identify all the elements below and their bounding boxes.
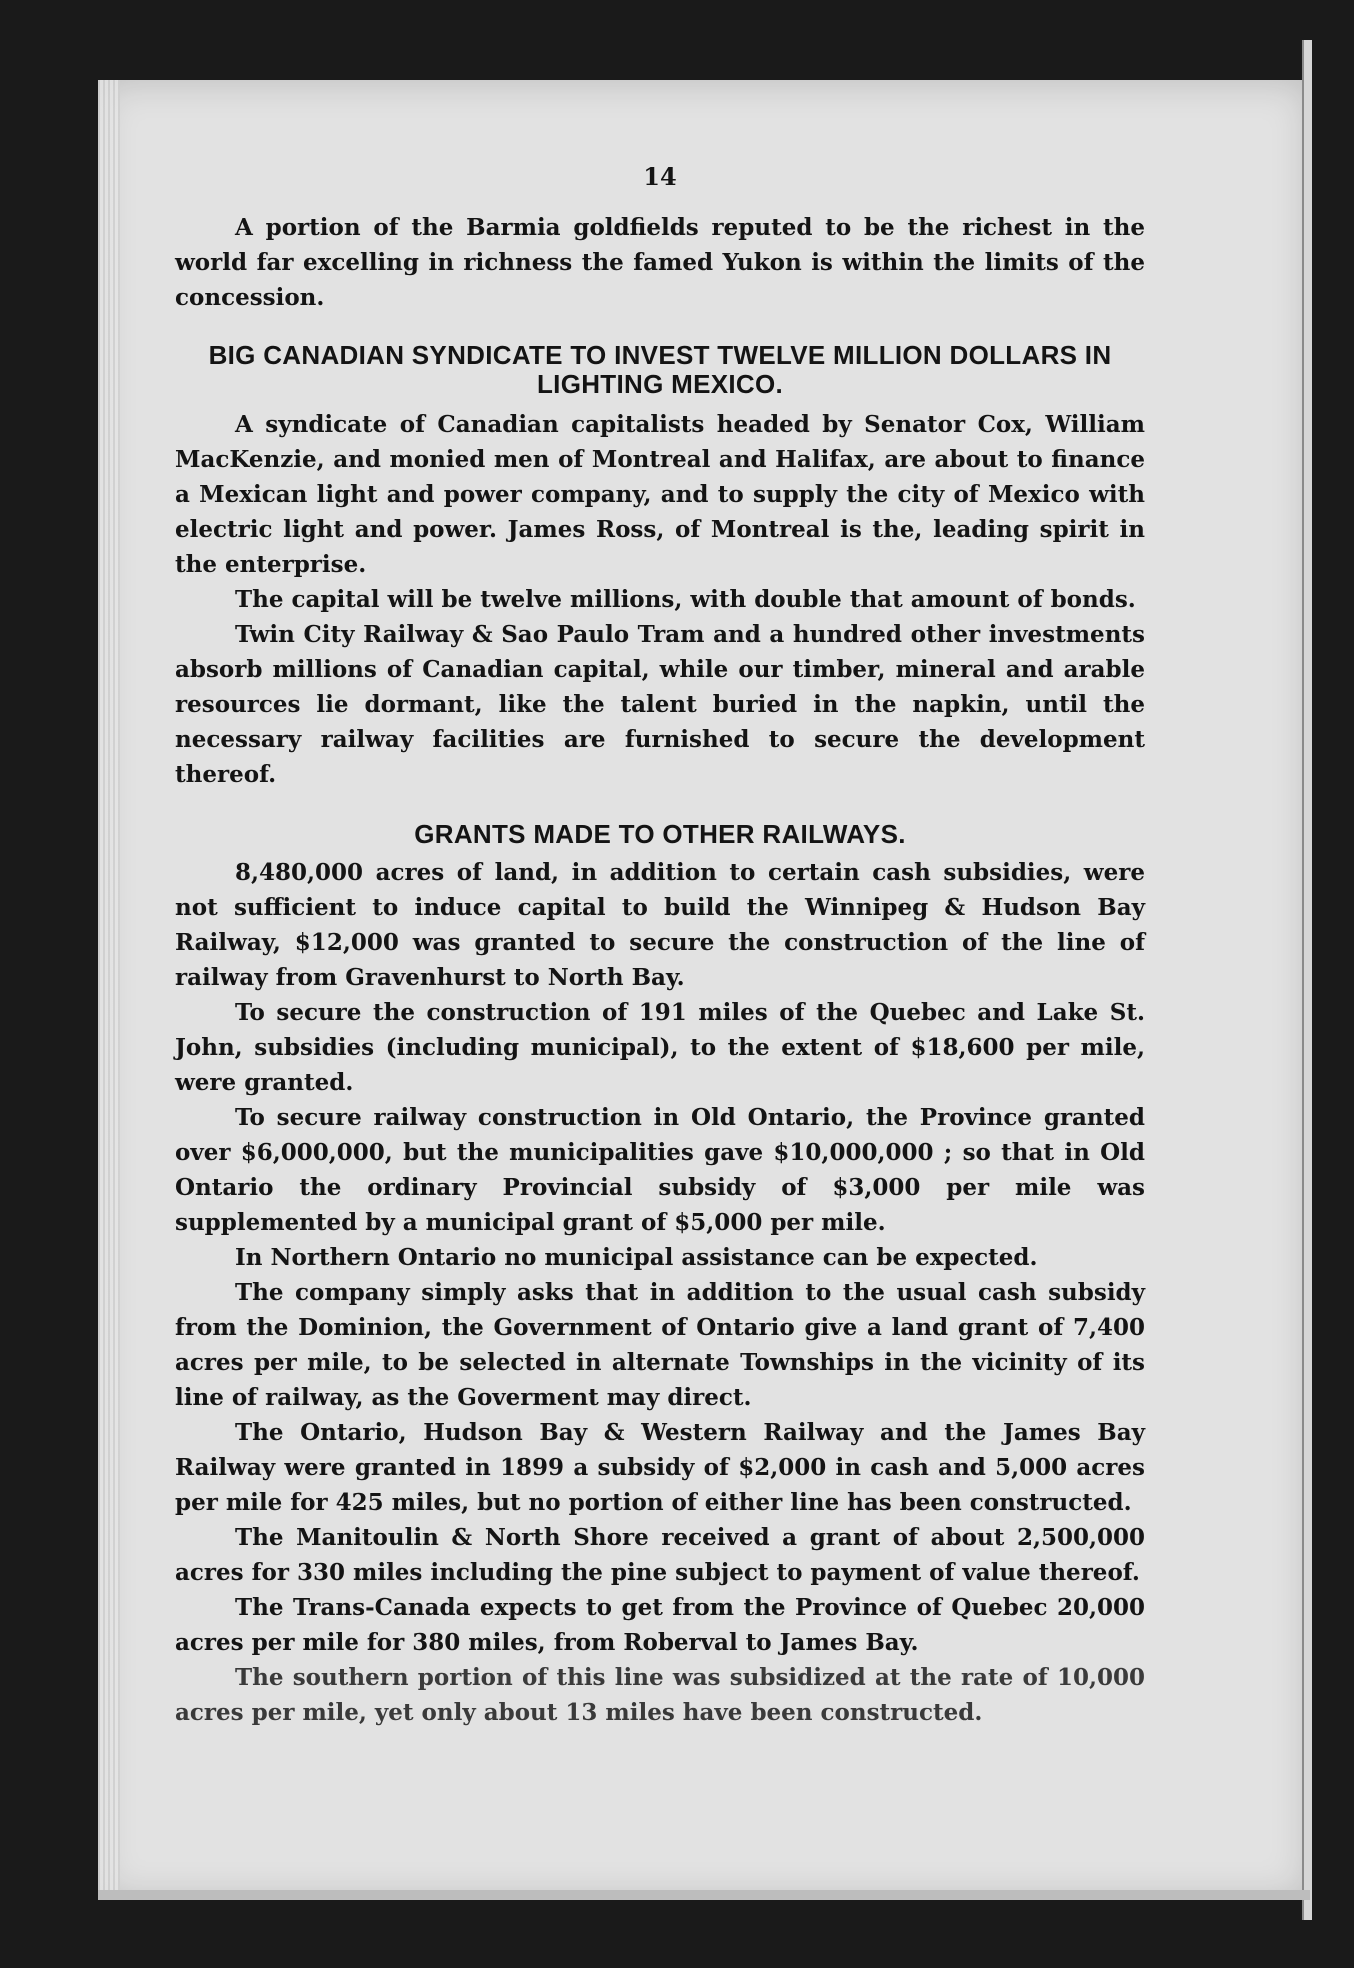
page-stack-edge <box>98 80 120 1900</box>
paragraph: The capital will be twelve millions, with double that amount of bonds. <box>235 586 1136 613</box>
paragraph: The Manitoulin & North Shore received a grant of about 2,500,000 acres for 330 miles including the pine subject to payment of value thereof. <box>175 1524 1145 1586</box>
page-bottom-edge <box>98 1890 1310 1900</box>
paragraph: The Ontario, Hudson Bay & Western Railway and the James Bay Railway were granted in 1899 a subsidy of $2,000 in cash and 5,000 acres per mile for 425 miles, but no portion of either line has been constructed. <box>175 1419 1145 1516</box>
paragraph-intro: A portion of the Barmia goldfields reputed to be the richest in the world far excelling in richness the famed Yukon is within the limits of the concession. <box>175 214 1145 311</box>
paragraph: The southern portion of this line was subsidized at the rate of 10,000 acres per mile, yet only about 13 miles have been constructed. <box>175 1664 1145 1726</box>
paragraph: In Northern Ontario no municipal assistance can be expected. <box>235 1244 1038 1271</box>
paragraph: Twin City Railway & Sao Paulo Tram and a hundred other investments absorb millions of Canadian capital, while our timber, mineral and arable resources lie dormant, like the talent buried in the napkin, until the necessary railway facilities are furnished to secure the development thereof. <box>175 621 1145 788</box>
paragraph: The Trans-Canada expects to get from the Province of Quebec 20,000 acres per mile for 380 miles, from Roberval to James Bay. <box>175 1594 1145 1656</box>
page-text <box>175 160 1145 1730</box>
paragraph: To secure railway construction in Old Ontario, the Province granted over $6,000,000, but the municipalities gave $10,000,000 ; so that in Old Ontario the ordinary Provincial subsidy of $3,000 per mile was supplemented by a municipal grant of $5,000 per mile. <box>175 1104 1145 1236</box>
paragraph: 8,480,000 acres of land, in addition to certain cash subsidies, were not sufficient to induce capital to build the Winnipeg & Hudson Bay Railway, $12,000 was granted to secure the construction of the line of railway from Gravenhurst to North Bay. <box>175 859 1145 991</box>
page-binding-edge <box>1302 40 1312 1920</box>
paragraph: The company simply asks that in addition to the usual cash subsidy from the Dominion, the Government of Ontario give a land grant of 7,400 acres per mile, to be selected in alternate Townships in the vicinity of its line of railway, as the Goverment may direct. <box>175 1279 1145 1411</box>
heading-grants: GRANTS MADE TO OTHER RAILWAYS. <box>414 819 906 849</box>
paragraph: A syndicate of Canadian capitalists headed by Senator Cox, William MacKenzie, and monied men of Montreal and Halifax, are about to finance a Mexican light and power company, and to supply the city of Mexico with electric light and power. James Ross, of Montreal is the, leading spirit in the enterprise. <box>175 411 1145 578</box>
heading-syndicate: BIG CANADIAN SYNDICATE TO INVEST TWELVE MILLION DOLLARS IN LIGHTING MEXICO. <box>208 340 1112 399</box>
page-number: 14 <box>643 162 677 191</box>
paragraph: To secure the construction of 191 miles of the Quebec and Lake St. John, subsidies (including municipal), to the extent of $18,600 per mile, were granted. <box>175 999 1145 1096</box>
